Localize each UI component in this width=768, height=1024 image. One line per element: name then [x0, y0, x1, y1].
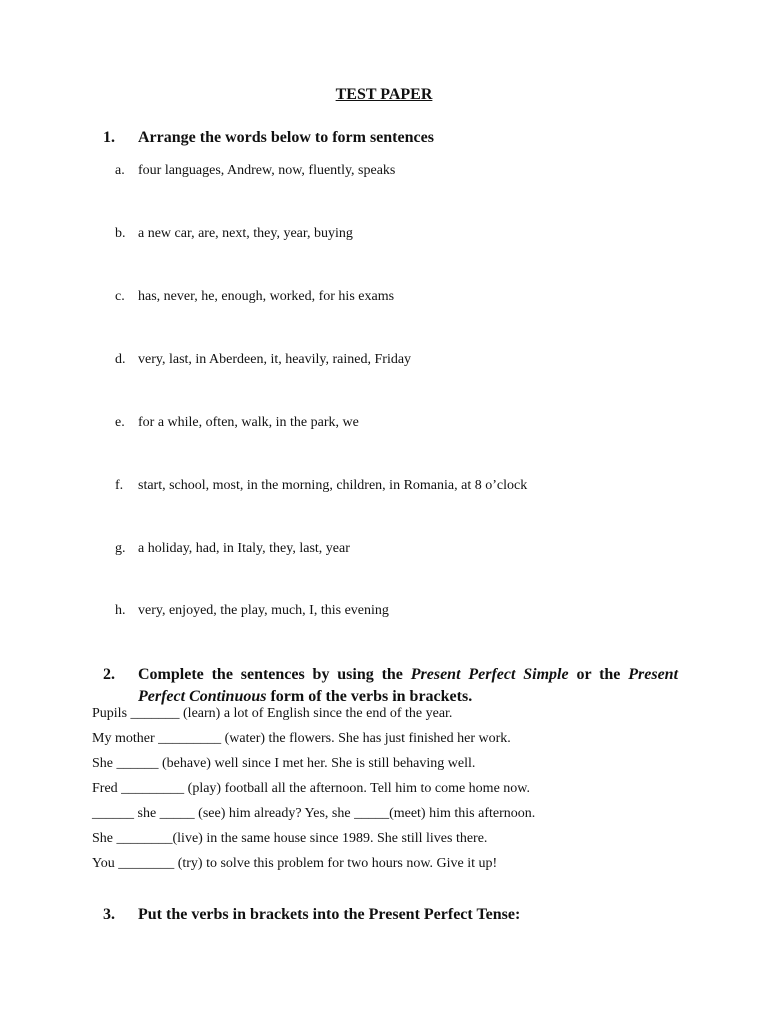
item-letter: h. [115, 603, 126, 618]
item-letter: e. [115, 415, 125, 430]
item-words: a new car, are, next, they, year, buying [138, 226, 353, 241]
item-letter: c. [115, 289, 125, 304]
fill-in-sentence: ______ she _____ (see) him already? Yes, she _____(meet) him this afternoon. [92, 806, 536, 821]
heading-italic-text: Present Perfect Simple [410, 666, 569, 683]
item-letter: a. [115, 163, 125, 178]
item-letter: b. [115, 226, 126, 241]
item-letter: g. [115, 541, 126, 556]
fill-in-sentence: Fred _________ (play) football all the afternoon. Tell him to come home now. [92, 781, 530, 796]
item-words: start, school, most, in the morning, children, in Romania, at 8 o’clock [138, 478, 528, 493]
item-letter: f. [115, 478, 124, 493]
section-2-number: 2. [103, 666, 115, 683]
fill-in-sentence: She ________(live) in the same house since 1989. She still lives there. [92, 831, 488, 846]
fill-in-sentence: Pupils _______ (learn) a lot of English since the end of the year. [92, 706, 453, 721]
item-letter: d. [115, 352, 126, 367]
heading-text: or the [568, 666, 629, 683]
item-words: has, never, he, enough, worked, for his exams [138, 289, 395, 304]
section-2-instruction [138, 664, 678, 708]
item-words: for a while, often, walk, in the park, we [138, 415, 359, 430]
heading-text: Complete the sentences by using the [138, 666, 411, 683]
item-words: a holiday, had, in Italy, they, last, year [138, 541, 350, 556]
heading-italic-text: Present Perfect Continuous [138, 666, 679, 705]
section-3-heading [103, 904, 678, 926]
item-words: very, enjoyed, the play, much, I, this evening [138, 603, 389, 618]
fill-in-sentence: My mother _________ (water) the flowers. She has just finished her work. [92, 731, 511, 746]
fill-in-sentence: She ______ (behave) well since I met her. She is still behaving well. [92, 756, 476, 771]
section-2-heading [103, 664, 678, 708]
section-3-instruction: Put the verbs in brackets into the Present Perfect Tense: [138, 906, 521, 923]
item-words: four languages, Andrew, now, fluently, speaks [138, 163, 396, 178]
section-1-instruction: Arrange the words below to form sentences [138, 129, 434, 146]
section-1-heading [103, 127, 678, 149]
section-3-number: 3. [103, 906, 115, 923]
section-1-number: 1. [103, 129, 115, 146]
page-title: TEST PAPER [335, 86, 433, 103]
item-words: very, last, in Aberdeen, it, heavily, rained, Friday [138, 352, 412, 367]
heading-text: form of the verbs in brackets. [266, 688, 473, 705]
fill-in-sentence: You ________ (try) to solve this problem for two hours now. Give it up! [92, 856, 498, 871]
